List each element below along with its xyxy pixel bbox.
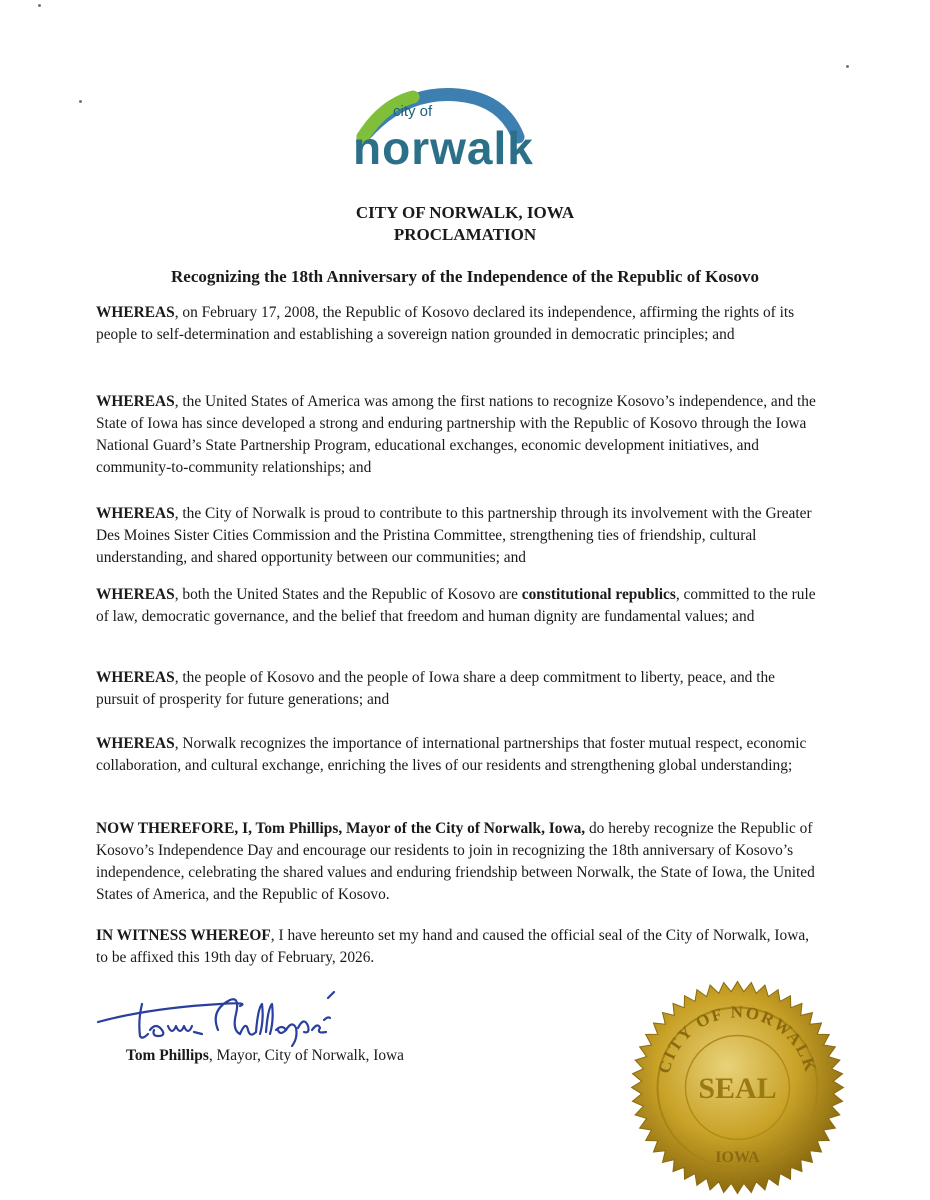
whereas-paragraph-4 bbox=[96, 584, 821, 628]
scan-speck bbox=[846, 65, 849, 68]
paragraph-text: , Norwalk recognizes the importance of international partnerships that foster mutual respect, economic collaboration, and cultural exchange, enriching the lives of our residents and strengthening global understanding; bbox=[96, 735, 807, 774]
whereas-paragraph-5 bbox=[96, 667, 821, 711]
gold-seal-icon bbox=[630, 980, 845, 1195]
paragraph-lead: WHEREAS bbox=[96, 393, 175, 410]
whereas-paragraph-6 bbox=[96, 733, 821, 777]
paragraph-text: , I have hereunto set my hand and caused the official seal of the City of Norwalk, Iowa, to be affixed this 19th day of February, 2026. bbox=[96, 927, 809, 966]
paragraph-text: , the people of Kosovo and the people of Iowa share a deep commitment to liberty, peace, and the pursuit of prosperity for future generations; and bbox=[96, 669, 775, 708]
seal-center-text: SEAL bbox=[698, 1072, 777, 1105]
whereas-paragraph-3 bbox=[96, 503, 821, 569]
signature-icon bbox=[90, 990, 390, 1050]
title-proclamation: PROCLAMATION bbox=[393, 225, 537, 244]
whereas-paragraph-1 bbox=[96, 302, 821, 346]
seal-bottom-text: IOWA bbox=[715, 1149, 760, 1166]
logo-big-text: norwalk bbox=[353, 122, 534, 174]
official-seal bbox=[630, 980, 845, 1195]
paragraph-lead: WHEREAS bbox=[96, 505, 175, 522]
title-city: CITY OF NORWALK, IOWA bbox=[355, 203, 575, 222]
seal-ring-text: CITY OF NORWALK bbox=[654, 1002, 821, 1076]
city-logo bbox=[343, 85, 558, 185]
scan-speck bbox=[79, 100, 82, 103]
paragraph-lead: WHEREAS bbox=[96, 735, 175, 752]
paragraph-lead: WHEREAS bbox=[96, 304, 175, 321]
paragraph-lead: NOW THEREFORE, I, Tom Phillips, Mayor of the City of Norwalk, Iowa, bbox=[96, 820, 586, 837]
paragraph-text: , on February 17, 2008, the Republic of Kosovo declared its independence, affirming the rights of its people to self-determination and establishing a sovereign nation grounded in democratic principles; and bbox=[96, 304, 795, 343]
paragraph-lead: WHEREAS bbox=[96, 669, 175, 686]
paragraph-text: , committed to the rule of law, democratic governance, and the belief that freedom and human dignity are fundamental values; and bbox=[96, 586, 816, 625]
scan-speck bbox=[38, 4, 41, 7]
mayor-title: , Mayor, City of Norwalk, Iowa bbox=[208, 1047, 404, 1064]
proclamation-subtitle: Recognizing the 18th Anniversary of the Independence of the Republic of Kosovo bbox=[171, 267, 759, 286]
whereas-paragraph-2 bbox=[96, 391, 821, 479]
mayor-name: Tom Phillips bbox=[126, 1047, 209, 1064]
in-witness-paragraph bbox=[96, 925, 821, 969]
logo-small-text: city of bbox=[393, 103, 433, 120]
mayor-signature-block bbox=[126, 1047, 404, 1065]
paragraph-lead: IN WITNESS WHEREOF bbox=[96, 927, 271, 944]
paragraph-text: do hereby recognize the Republic of Kosovo’s Independence Day and encourage our residents to join in recognizing the 18th anniversary of Kosovo’s independence, celebrating the shared values and enduring friendship between Norwalk, the State of Iowa, the United States of America, and the Republic of Kosovo. bbox=[96, 820, 815, 903]
now-therefore-paragraph bbox=[96, 818, 821, 906]
paragraph-emphasis: constitutional republics bbox=[521, 586, 676, 603]
paragraph-lead: WHEREAS bbox=[96, 586, 175, 603]
mayor-signature bbox=[90, 990, 390, 1050]
paragraph-text: , the City of Norwalk is proud to contribute to this partnership through its involvement with the Greater Des Moines Sister Cities Commission and the Pristina Committee, strengthening ties of friendship, cultural understanding, and shared opportunity between our communities; and bbox=[96, 505, 812, 566]
paragraph-text: , the United States of America was among the first nations to recognize Kosovo’s independence, and the State of Iowa has since developed a strong and enduring partnership with the Republic of Kosovo through the Iowa National Guard’s State Partnership Program, educational exchanges, economic development initiatives, and community-to-community relationships; and bbox=[96, 393, 816, 476]
paragraph-text: , both the United States and the Republic of Kosovo are bbox=[174, 586, 522, 603]
